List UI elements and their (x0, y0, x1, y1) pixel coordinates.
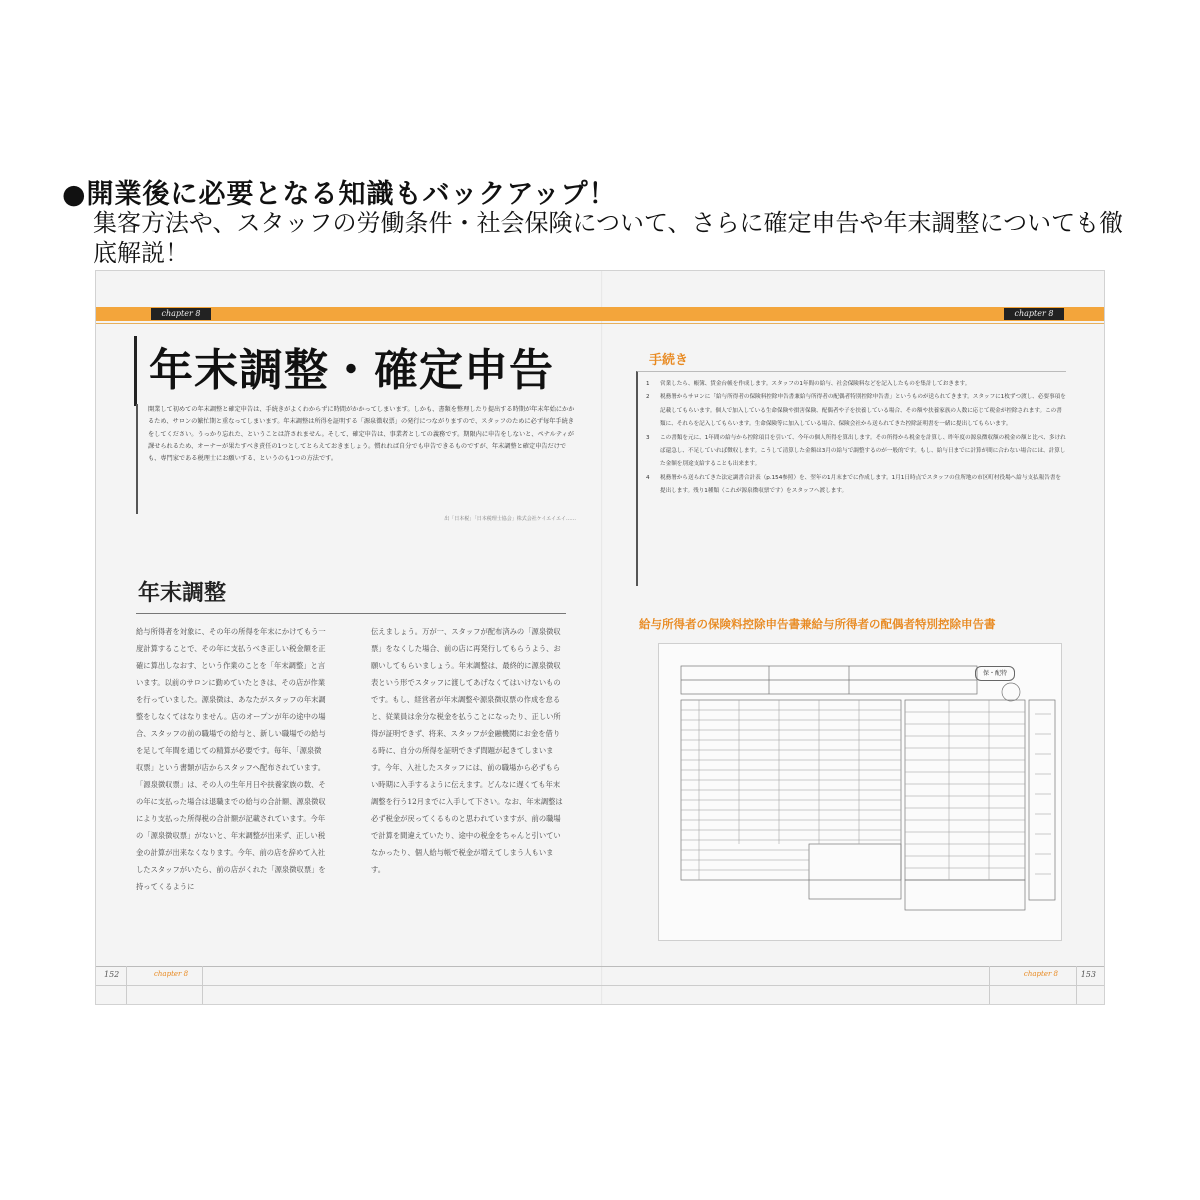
procedure-number: 3 (646, 434, 650, 441)
intro-text: 開業して初めての年末調整と確定申告は、手続きがよくわからずに時間がかかってしまいます。しかも、書類を整理したり提出する時期が年末年始にかかるため、サロンの繁忙期と重なってしまいます。年末調整は所得を証明する「源泉徴収票」の発行につながりますので、スタッフのために必ず毎年手続きをしてください。うっかり忘れた、ということは許されません。そして、確定申告は、事業者としての義務です。期限内に申告をしないと、ペナルティが課せられるため、オーナーが果たすべき責任の1つとしてとらえておきましょう。慣れれば自分でも申告できるものですが、年末調整と確定申告だけでも、専門家である税理士にお願いする、というのも1つの方法です。 (136, 404, 576, 514)
caption-headline: ●開業後に必要となる知識もバックアップ！ (62, 179, 617, 210)
procedure-text: 営業したら、帳簿、賃金台帳を作成します。スタッフの1年間の給与、社会保険料などを記入したものを集計しておきます。 (660, 381, 971, 387)
procedure-item (646, 391, 1066, 431)
footer-divider (126, 966, 127, 1005)
body-column-1: 給与所得者を対象に、その年の所得を年末にかけてもう一度計算することで、その年に支払うべき正しい税金額を正確に算出しなおす、という作業のことを「年末調整」と言います。以前のサロンに勤めていたときは、その店が作業を行っていました。源泉徴は、あなたがスタッフの年末調整をしなくてはなりません。店のオープンが年の途中の場合、スタッフの前の職場での給与と、新しい職場での給与を足して年間を通じての精算が必要です。毎年、「源泉徴収票」という書類が店からスタッフへ配布されています。「源泉徴収票」は、その人の生年月日や扶養家族の数、その年に支払った場合は退職までの給与の合計額、源泉徴収により支払った所得税の合計額が記載されています。今年の「源泉徴収票」がないと、年末調整が出来ず、正しい税金の計算が出来なくなります。今年、前の店を辞めて入社したスタッフがいたら、前の店がくれた「源泉徴収票」を持ってくるように (136, 627, 326, 891)
intro-source: 出「日本税」「日本税理士協会」株式会社ケイエイエイ…… (444, 516, 576, 522)
tax-form-image (658, 643, 1062, 941)
tax-form-drawing (659, 644, 1062, 941)
book-spread (95, 270, 1105, 1005)
page-number-right: 153 (1080, 970, 1096, 979)
footer-rule (96, 966, 1104, 967)
footer-divider (202, 966, 203, 1005)
procedure-number: 4 (646, 474, 650, 481)
footer-chapter-left: chapter 8 (154, 970, 189, 978)
header-bar (96, 307, 1104, 321)
procedure-number: 2 (646, 394, 650, 401)
form-badge: 保・配特 (975, 666, 1015, 681)
form-caption: 給与所得者の保険料控除申告書兼給与所得者の配偶者特別控除申告書 (639, 617, 996, 631)
procedure-item (646, 378, 1066, 391)
procedure-text: この書類を元に、1年間の給与から控除項目を引いて、今年の個人所得を算出します。その所得から税金を計算し、昨年度の源泉徴収額の税金の額と比べ、多ければ還急し、不足していれば徴収します。こうして清算した金額は3月の給与で調整するのが一般的です。もし、給与日までに計算が間に合わない場合には、計算した金額を別途支給することも出来ます。 (660, 434, 1066, 468)
page-number-left: 152 (104, 970, 120, 979)
footer-divider (989, 966, 990, 1005)
caption-body: 集客方法や、スタッフの労働条件・社会保険について、さらに確定申告や年末調整についても徹底解説！ (93, 209, 1124, 267)
procedure-title: 手続き (649, 353, 689, 368)
procedure-item (646, 432, 1066, 472)
procedure-number: 1 (646, 381, 650, 387)
footer-rule-lower (96, 985, 1104, 986)
procedure-text: 税務署から送られてきた法定調書合計表（p.154参照）を、翌年の1月末までに作成します。1月1日時点でスタッフの住所地の市区町村役場へ給与支払報告書を提出します。残り1種類（これが源泉徴収票です）をスタッフへ渡します。 (660, 474, 1062, 495)
body-column-2: 伝えましょう。万が一、スタッフが配布済みの「源泉徴収票」をなくした場合、前の店に再発行してもらうよう、お願いしてもらいましょう。年末調整は、最終的に源泉徴収表という形でスタッフに渡してあげなくてはいけないものです。もし、経営者が年末調整や源泉徴収票の作成を怠ると、従業員は余分な税金を払うことになったり、正しい所得が証明できず、将来、スタッフが金融機関にお金を借りる時に、自分の所得を証明できず問題が起きてしまいます。今年、入社したスタッフには、前の職場から必ずもらい時期に入手するように伝えます。どんなに遅くても年末調整を行う12月までに入手して下さい。なお、年末調整は必ず税金が戻ってくるものと思われていますが、前の職場で計算を間違えていたり、途中の税金をちゃんと引いていなかったり、個人給与帳で税金が増えてしまう人もいます。 (371, 627, 563, 874)
procedure-text: 税務署からサロンに「給与所得者の保険料控除申告書兼給与所得者の配偶者特別控除申告書」というものが送られてきます。スタッフに1枚ずつ渡し、必要事項を記載してもらいます。個人で加入している生命保険や損害保険、配偶者や子を扶養している場合、その額や扶養家族の人数に応じて税金が控除されます。この書類に、それらを記入してもらいます。生命保険等に加入している場合、保険会社から送られてきた控除証明書を一緒に提出してもらいます。 (660, 394, 1066, 428)
page-title: 年末調整・確定申告 (134, 336, 574, 406)
chapter-tab-left: chapter 8 (151, 308, 211, 320)
footer-chapter-right: chapter 8 (1023, 970, 1058, 978)
section-rule (136, 613, 566, 614)
gutter (601, 271, 603, 1004)
header-rule (96, 323, 1104, 324)
procedure-item (646, 472, 1066, 499)
chapter-tab-right: chapter 8 (1004, 308, 1064, 320)
section-title: 年末調整 (138, 580, 227, 606)
procedure-list (636, 371, 1066, 586)
footer-divider (1076, 966, 1077, 1005)
